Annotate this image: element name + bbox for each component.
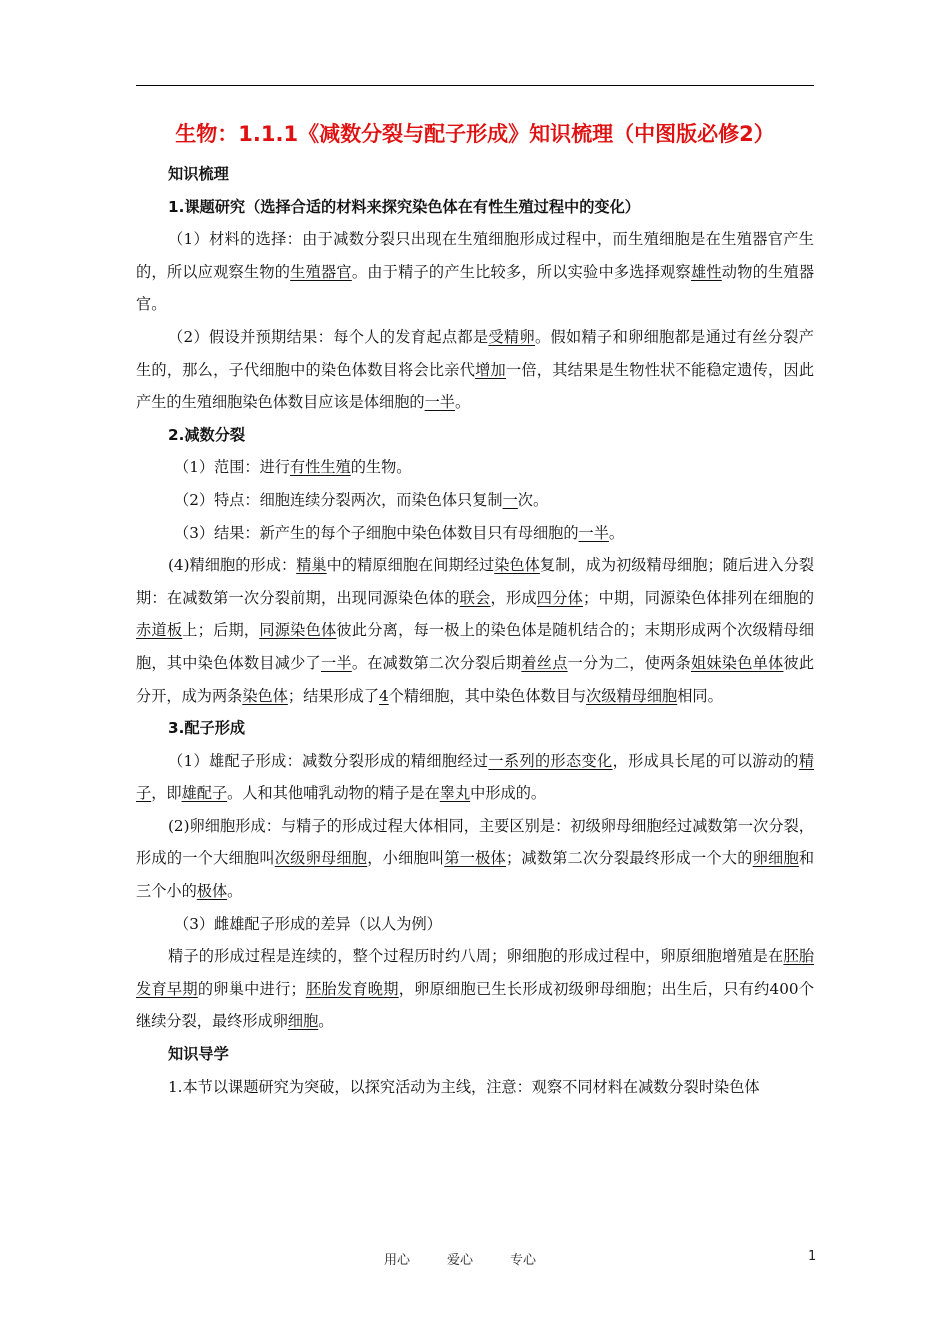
- guide-paragraph-1: 1.本节以课题研究为突破，以探究活动为主线，注意：观察不同材料在减数分裂时染色体: [168, 1077, 760, 1096]
- text-run: （1）范围：进行: [174, 458, 290, 477]
- underlined-term: 赤道板: [136, 621, 183, 640]
- underlined-term: 极体: [196, 882, 228, 901]
- text-run: 个精细胞，其中染色体数目与: [388, 686, 587, 705]
- section-heading-knowledge: 知识梳理: [168, 165, 229, 183]
- underlined-term: 四分体: [536, 588, 584, 607]
- underlined-term: 有性生殖: [289, 458, 351, 477]
- underlined-term: 一系列的形态变化: [488, 751, 613, 770]
- text-run: ，形成: [490, 588, 537, 607]
- underlined-term: 一半: [424, 393, 455, 412]
- s1-paragraph-2: [136, 321, 814, 419]
- s2-paragraph-4: [136, 549, 814, 712]
- underlined-term: 胚胎发育晚期: [305, 979, 399, 998]
- underlined-term: 姐妹染色单体: [690, 653, 784, 672]
- footer-text-3: 专心: [510, 1253, 537, 1268]
- text-run: 中的精原细胞在间期经过: [326, 556, 495, 575]
- text-run: 。由于精子的产生比较多，所以实验中多选择观察: [351, 262, 691, 281]
- underlined-term: 雄性: [690, 262, 722, 281]
- underlined-term: 卵细胞: [752, 849, 799, 868]
- s2-paragraph-2: [136, 484, 814, 517]
- text-run: ；中期，同源染色体排列在细胞的: [583, 588, 815, 607]
- underlined-term: 细胞: [287, 1012, 319, 1031]
- text-run: 彼此分离，每一极上的染色体是随机结合的；末期形成两个次级精母细胞，其中染色体数目减少了: [136, 621, 815, 672]
- s2-paragraph-1: [136, 451, 814, 484]
- text-run: 动物的生殖器官。: [136, 262, 815, 314]
- text-run: ；结果形成了: [287, 686, 379, 705]
- underlined-term: 雄配子: [181, 784, 228, 803]
- section-1-heading: 1.课题研究（选择合适的材料来探究染色体在有性生殖过程中的变化）: [168, 197, 640, 216]
- text-run: ，小细胞叫: [367, 849, 445, 868]
- text-run: 。在减数第二次分裂后期: [351, 653, 522, 672]
- underlined-term: 精子: [136, 751, 815, 803]
- underlined-term: 同源染色体: [259, 621, 337, 640]
- text-run: (2)卵细胞形成：与精子的形成过程大体相同，主要区别是：初级卵母细胞经过减数第一次分裂，形成的一个大细胞叫: [136, 816, 814, 868]
- s3-paragraph-2: [136, 810, 814, 908]
- section-2-heading: 2.减数分裂: [168, 425, 246, 444]
- text-run: ，即: [151, 784, 182, 803]
- text-run: 。: [454, 393, 471, 412]
- underlined-term: 次级精母细胞: [586, 686, 678, 705]
- text-run: 的生物。: [350, 458, 412, 477]
- text-run: 。: [227, 882, 243, 901]
- s2-paragraph-3: [136, 517, 814, 550]
- text-run: 。人和其他哺乳动物的精子是在: [227, 784, 440, 803]
- s3-paragraph-1: [136, 745, 814, 810]
- underlined-term: 生殖器官: [290, 262, 352, 281]
- text-run: 相同。: [677, 686, 723, 705]
- text-run: 。: [318, 1012, 334, 1031]
- footer-text-2: 爱心: [447, 1253, 474, 1268]
- underlined-term: 受精卵: [488, 327, 535, 346]
- text-run: （1）材料的选择：由于减数分裂只出现在生殖细胞形成过程中，而生殖细胞是在生殖器官产生的，所以应观察生物的: [136, 230, 814, 281]
- footer-text-1: 用心: [384, 1253, 411, 1268]
- text-run: (4)精细胞的形成：: [168, 556, 297, 575]
- text-run: 。: [608, 523, 625, 542]
- underlined-term: 联会: [459, 588, 491, 607]
- text-run: 一分为二，使两条: [567, 653, 691, 672]
- text-run: ，形成具长尾的可以游动的: [612, 751, 799, 770]
- underlined-term: 一半: [320, 653, 352, 672]
- s3-paragraph-3: （3）雌雄配子形成的差异（以人为例）: [174, 914, 442, 933]
- underlined-term: 胚胎发育早期: [136, 947, 815, 998]
- text-run: 精子的形成过程是连续的，整个过程历时约八周；卵细胞的形成过程中，卵原细胞增殖是在: [168, 947, 784, 966]
- page-number: 1: [808, 1249, 817, 1264]
- underlined-term: 着丝点: [521, 653, 568, 672]
- header-rule: [136, 85, 814, 86]
- page-footer: [0, 1249, 950, 1269]
- text-run: （2）假设并预期结果：每个人的发育起点都是: [168, 327, 489, 346]
- guide-heading: 知识导学: [168, 1045, 229, 1064]
- underlined-term: 染色体: [494, 556, 540, 575]
- underlined-term: 染色体: [242, 686, 288, 705]
- text-run: 次。: [517, 490, 549, 509]
- underlined-term: 精巢: [296, 556, 327, 575]
- text-run: （3）结果：新产生的每个子细胞中染色体数目只有母细胞的: [174, 523, 579, 542]
- underlined-term: 次级卵母细胞: [274, 849, 368, 868]
- underlined-term: 一半: [578, 523, 609, 542]
- text-run: （2）特点：细胞连续分裂两次，而染色体只复制: [174, 490, 503, 509]
- underlined-term: 增加: [475, 360, 506, 379]
- text-run: （1）雄配子形成：减数分裂形成的精细胞经过: [168, 751, 489, 770]
- underlined-term: 第一极体: [444, 849, 506, 868]
- document-title: 生物：1.1.1《减数分裂与配子形成》知识梳理（中图版必修2）: [175, 122, 775, 146]
- text-run: 彼此分开，成为两条: [136, 653, 815, 705]
- underlined-term: 4: [379, 686, 389, 705]
- text-run: 和三个小的: [136, 849, 815, 901]
- text-run: 的卵巢中进行；: [197, 979, 306, 998]
- text-run: 。假如精子和卵细胞都是通过有丝分裂产生的，那么，子代细胞中的染色体数目将会比亲代: [136, 327, 814, 379]
- text-run: 中形成的。: [470, 784, 547, 803]
- text-run: ，卵原细胞已生长形成初级卵母细胞；出生后，只有约400个继续分裂，最终形成卵: [136, 979, 815, 1031]
- text-run: 上；后期，: [182, 621, 260, 640]
- text-run: 复制，成为初级精母细胞；随后进入分裂期：在减数第一次分裂前期，出现同源染色体的: [136, 556, 815, 607]
- text-run: ；减数第二次分裂最终形成一个大的: [505, 849, 753, 868]
- underlined-term: 睾丸: [439, 784, 471, 803]
- section-3-heading: 3.配子形成: [168, 719, 246, 738]
- text-run: 一倍，其结果是生物性状不能稳定遗传，因此产生的生殖细胞染色体数目应该是体细胞的: [136, 360, 815, 412]
- s1-paragraph-1: [136, 223, 814, 321]
- s3-paragraph-4: [136, 940, 814, 1038]
- underlined-term: 一: [502, 490, 518, 509]
- document-body: [136, 158, 814, 1103]
